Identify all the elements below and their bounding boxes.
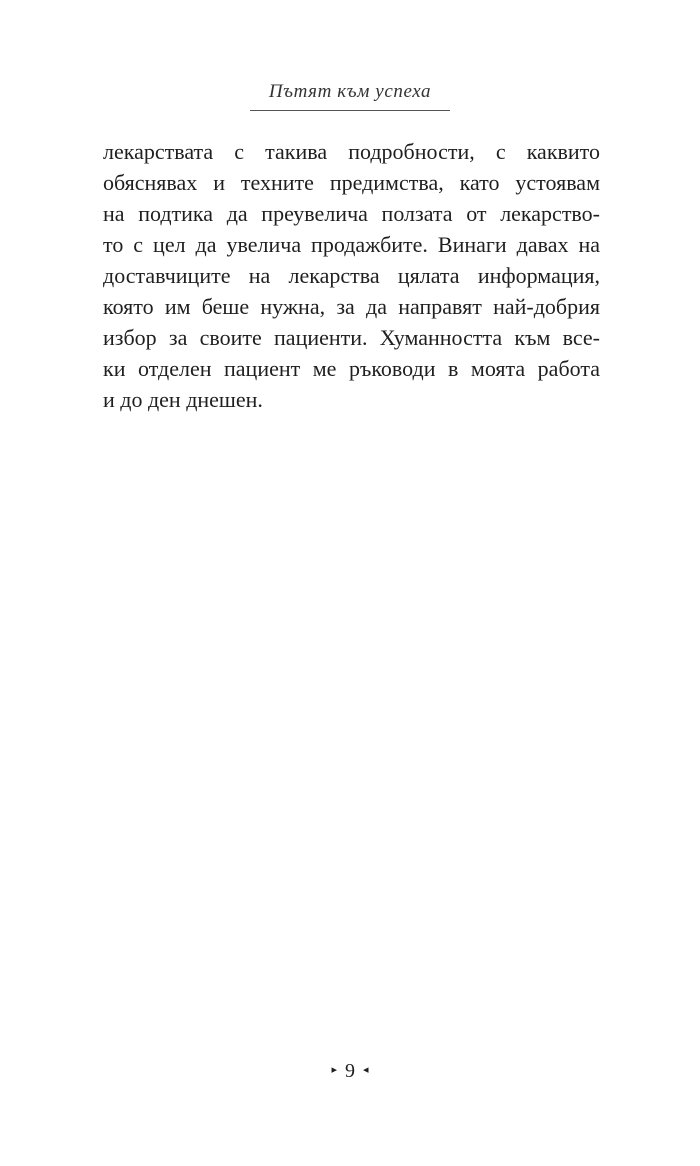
text-line: ки отделен пациент ме ръководи в моята работа <box>103 356 600 381</box>
header-rule <box>250 110 450 111</box>
running-title: Пътят към успеха <box>268 81 432 102</box>
right-triangle-icon: ▸ <box>331 1064 337 1077</box>
running-header <box>0 80 700 111</box>
text-line: и до ден днешен. <box>103 387 263 412</box>
text-line: лекарствата с такива подробности, с каквито <box>103 139 600 164</box>
page-number-footer <box>0 1059 700 1084</box>
text-line: избор за своите пациенти. Хуманността към все- <box>103 325 600 350</box>
text-line: обяснявах и техните предимства, като устоявам <box>103 170 600 195</box>
text-line: доставчиците на лекарства цялата информация, <box>103 263 600 288</box>
text-line: на подтика да преувеличa ползата от лекарство- <box>103 201 600 226</box>
left-triangle-icon: ◂ <box>363 1064 369 1077</box>
text-line: която им беше нужна, за да направят най-добрия <box>103 294 600 319</box>
page-number: 9 <box>345 1060 355 1082</box>
text-line: то с цел да увелича продажбите. Винаги давах на <box>103 232 600 257</box>
body-paragraph <box>103 136 600 415</box>
